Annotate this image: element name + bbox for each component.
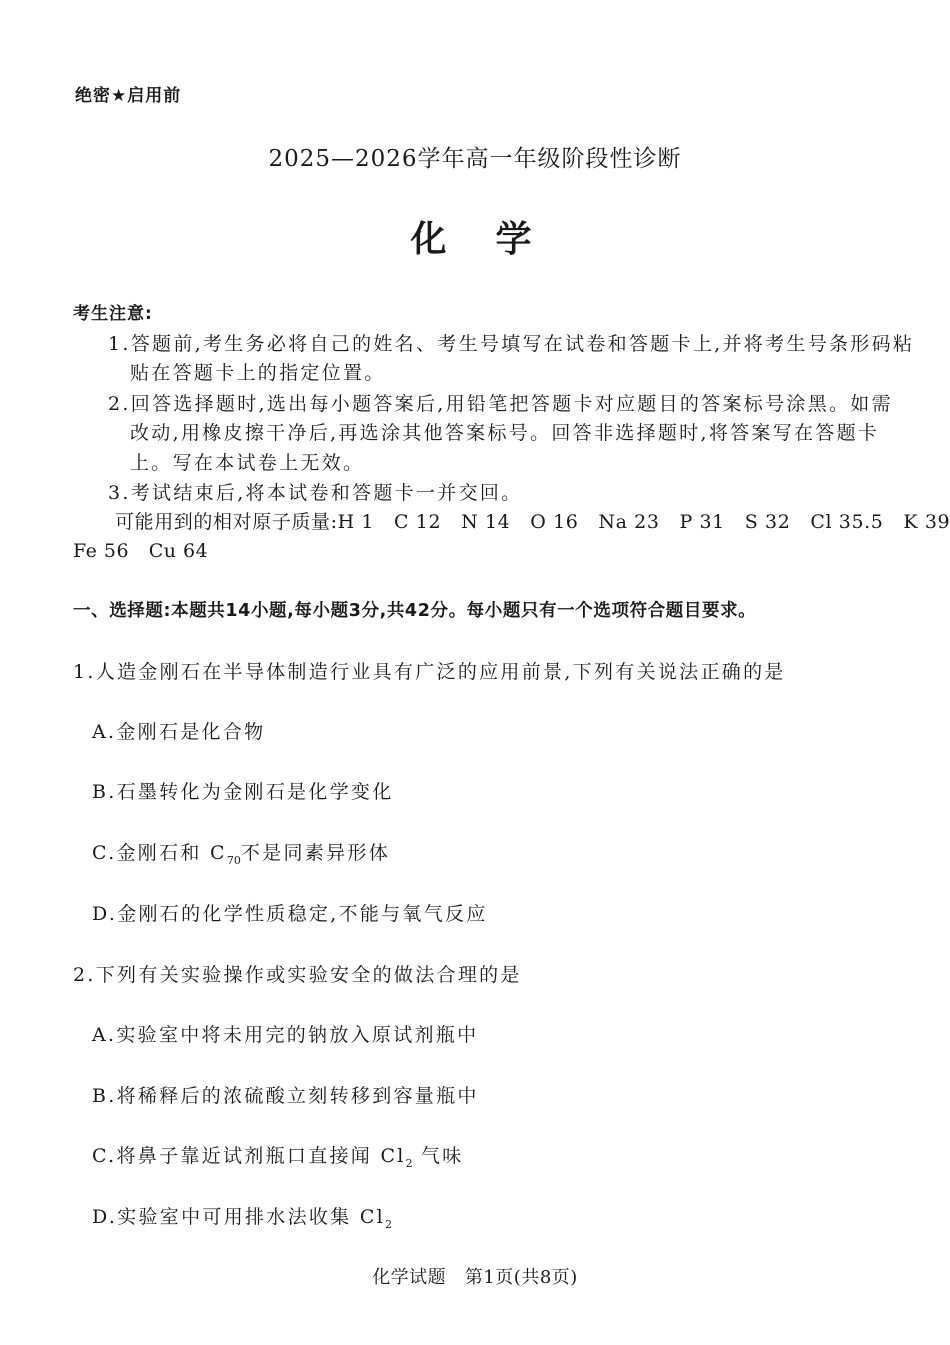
atomic-masses-cont: Fe 56 Cu 64 [73,540,209,562]
option-c-text: C.金刚石和 C [92,842,227,864]
question-2-option-b: B.将稀释后的浓硫酸立刻转移到容量瓶中 [92,1085,479,1107]
question-2-option-a: A.实验室中将未用完的钠放入原试剂瓶中 [92,1024,479,1046]
question-1-option-a: A.金刚石是化合物 [92,721,266,743]
question-2-option-d [92,1204,392,1238]
notice-heading: 考生注意: [73,304,153,324]
question-2-stem: 2.下列有关实验操作或实验安全的做法合理的是 [73,964,522,986]
notice-item-2-cont: 改动,用橡皮擦干净后,再选涂其他答案标号。回答非选择题时,将答案写在答题卡 [130,422,880,444]
notice-item-2-cont2: 上。写在本试卷上无效。 [130,452,365,474]
question-1-option-c [92,840,390,874]
question-2-option-c [92,1143,464,1177]
subscript: 70 [226,853,241,867]
confidential-label: 绝密★启用前 [75,86,182,106]
question-1-option-b: B.石墨转化为金刚石是化学变化 [92,781,394,803]
option-d-text: D.实验室中可用排水法收集 Cl [92,1206,386,1228]
page-footer: 化学试题 第1页(共8页) [372,1267,578,1288]
atomic-masses: 可能用到的相对原子质量:H 1 C 12 N 14 O 16 Na 23 P 31 S 32 Cl 35.5 K 39 [115,511,950,533]
option-c-text: C.将鼻子靠近试剂瓶口直接闻 Cl [92,1145,406,1167]
option-c-text-end: 不是同素异形体 [240,842,390,864]
notice-item-1-cont: 贴在答题卡上的指定位置。 [130,362,386,384]
option-c-text-end: 气味 [412,1145,464,1167]
notice-item-1: 1.答题前,考生务必将自己的姓名、考生号填写在试卷和答题卡上,并将考生号条形码粘 [108,333,915,355]
subscript: 2 [385,1217,393,1231]
question-1-option-d: D.金刚石的化学性质稳定,不能与氧气反应 [92,903,488,925]
notice-item-3: 3.考试结束后,将本试卷和答题卡一并交回。 [108,482,523,504]
subject-title: 化 学 [410,219,540,260]
subscript: 2 [405,1156,413,1170]
exam-title: 2025—2026学年高一年级阶段性诊断 [268,146,682,172]
question-1-stem: 1.人造金刚石在半导体制造行业具有广泛的应用前景,下列有关说法正确的是 [73,661,786,683]
section-heading: 一、选择题:本题共14小题,每小题3分,共42分。每小题只有一个选项符合题目要求。 [73,601,757,621]
notice-item-2: 2.回答选择题时,选出每小题答案后,用铅笔把答题卡对应题目的答案标号涂黑。如需 [108,393,893,415]
